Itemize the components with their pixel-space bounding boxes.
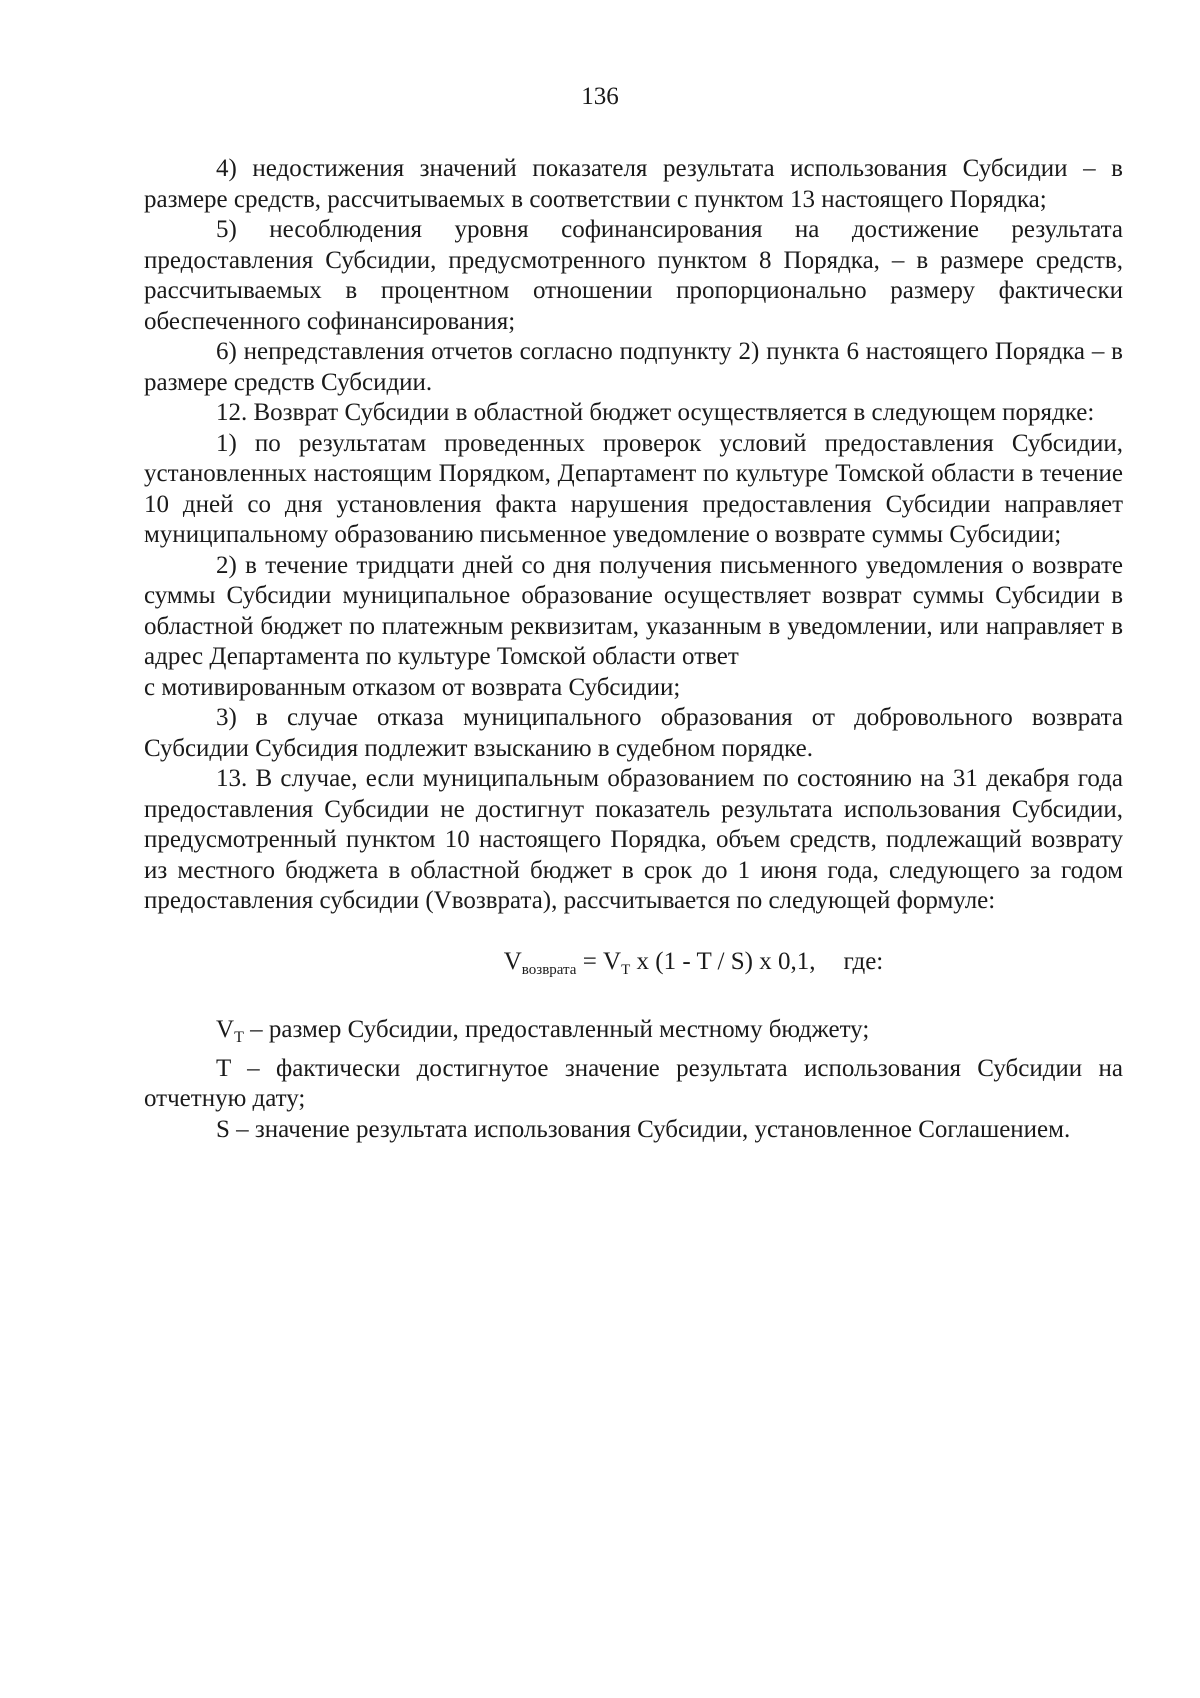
formula-vt-subscript: T xyxy=(621,961,631,978)
page-number: 136 xyxy=(581,83,619,110)
formula-equals-vt: = V xyxy=(576,947,622,975)
paragraph-section-13: 13. В случае, если муниципальным образованием по состоянию на 31 декабря года предоставления Субсидии не достигнут показатель результата использования Субсидии, предусмотренный пунктом 10 настоящего Порядка, объем средств, подлежащий возврату из местного бюджета в областной бюджет в срок до 1 июня года, следующего за годом предоставления субсидии (Vвозврата), рассчитывается по следующей формуле: xyxy=(144,765,1123,914)
formula-expression: x (1 - T / S) x 0,1, xyxy=(630,947,816,975)
document-body xyxy=(144,154,1123,1145)
paragraph-item-5: 5) несоблюдения уровня софинансирования на достижение результата предоставления Субсидии, предусмотренного пунктом 8 Порядка, – в размере средств, рассчитываемых в процентном отношении пропорционально размеру фактически обеспеченного софинансирования; xyxy=(144,216,1123,335)
definition-vt-symbol: V xyxy=(216,1016,235,1043)
definition-t: T – фактически достигнутое значение результата использования Субсидии на отчетную дату; xyxy=(144,1054,1123,1112)
paragraph-12-item-2-continued: с мотивированным отказом от возврата Субсидии; xyxy=(144,673,681,701)
paragraph-12-item-2: 2) в течение тридцати дней со дня получения письменного уведомления о возврате суммы Субсидии муниципальное образование осуществляет возврат суммы Субсидии в областной бюджет по платежным реквизитам, указанным в уведомлении, или направляет в адрес Департамента по культуре Томской области ответ xyxy=(144,551,1123,670)
formula-where-label: где: xyxy=(843,947,884,975)
paragraph-item-4: 4) недостижения значений показателя результата использования Субсидии – в размере средств, рассчитываемых в соответствии с пунктом 13 настоящего Порядка; xyxy=(144,155,1123,213)
definition-vt-text: – размер Субсидии, предоставленный местному бюджету; xyxy=(243,1016,870,1043)
formula-v-symbol: V xyxy=(503,947,522,975)
definition-vt-subscript: T xyxy=(234,1029,244,1046)
definition-s: S – значение результата использования Субсидии, установленное Соглашением. xyxy=(216,1115,1071,1143)
refund-formula xyxy=(264,947,1123,986)
paragraph-12-item-1: 1) по результатам проведенных проверок условий предоставления Субсидии, установленных настоящим Порядком, Департамент по культуре Томской области в течение 10 дней со дня установления факта нарушения предоставления Субсидии направляет муниципальному образованию письменное уведомление о возврате суммы Субсидии; xyxy=(144,429,1123,548)
formula-v-subscript: возврата xyxy=(521,961,577,978)
paragraph-12-item-3: 3) в случае отказа муниципального образования от добровольного возврата Субсидии Субсидия подлежит взысканию в судебном порядке. xyxy=(144,704,1123,762)
definition-vt xyxy=(144,1015,1123,1054)
paragraph-section-12: 12. Возврат Субсидии в областной бюджет осуществляется в следующем порядке: xyxy=(216,399,1095,426)
paragraph-item-6: 6) непредставления отчетов согласно подпункту 2) пункта 6 настоящего Порядка – в размере средств Субсидии. xyxy=(144,338,1123,396)
